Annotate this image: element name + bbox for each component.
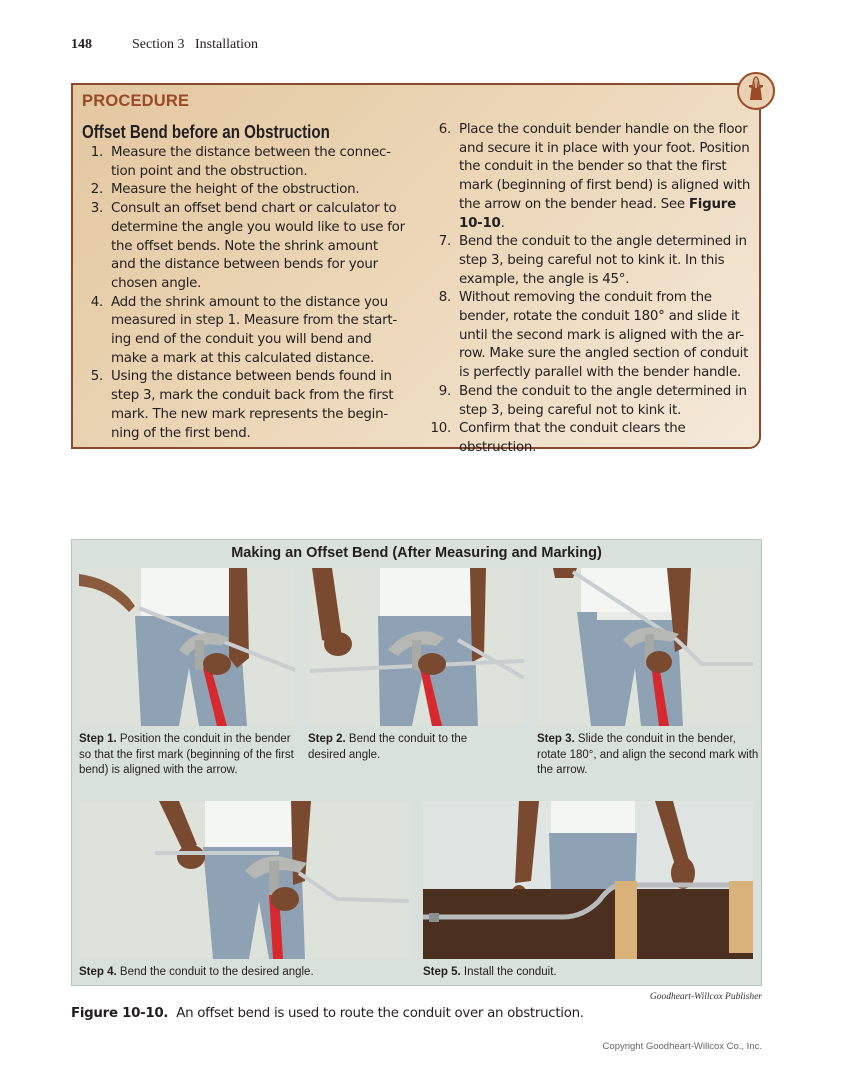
step-text: Consult an offset bend chart or calculator to determine the angle you would like to use for the offset bends. Note the shrink amount and the distance between bends for your chosen angle. <box>111 201 405 291</box>
step-text: Measure the distance between the connec-tion point and the obstruction. <box>111 145 391 179</box>
step-1-label: Step 1. <box>79 733 117 745</box>
procedure-step <box>423 420 758 457</box>
step-text: Place the conduit bender handle on the floor and secure it in place with your foot. Position the conduit in the bender so that the first mark (beginning of first bend) is aligned with the arrow on the bender head. See Figure 10-10. <box>459 122 751 231</box>
procedure-label: PROCEDURE <box>82 92 190 110</box>
photo-credit: Goodheart-Willcox Publisher <box>649 992 762 1002</box>
step-text: Measure the height of the obstruction. <box>111 182 360 198</box>
step-number: 5. <box>90 369 103 385</box>
step-number: 7. <box>438 234 451 250</box>
step-number: 2. <box>90 182 103 198</box>
procedure-step <box>75 368 405 443</box>
step-4-photo <box>79 801 409 959</box>
pipe-bender-icon <box>737 72 775 110</box>
procedure-steps-left <box>75 144 405 443</box>
step-1-caption <box>79 732 295 779</box>
procedure-step <box>423 121 758 233</box>
procedure-step <box>423 289 758 383</box>
step-1-photo <box>79 568 295 726</box>
procedure-step <box>423 383 758 420</box>
step-text: Without removing the conduit from the bender, rotate the conduit 180° and slide it until the second mark is aligned with the ar-row. Make sure the angled section of conduit is perfectly parallel with the bender handle. <box>459 290 749 381</box>
figure-reference: Figure 10-10 <box>459 196 736 231</box>
step-2-label: Step 2. <box>308 733 346 745</box>
step-number: 9. <box>438 383 451 399</box>
step-2-caption <box>308 732 498 763</box>
procedure-step <box>75 294 405 369</box>
step-4-label: Step 4. <box>79 966 117 978</box>
procedure-step <box>75 200 405 294</box>
step-5-caption <box>423 965 753 981</box>
procedure-title: Offset Bend before an Obstruction <box>82 122 330 142</box>
step-number: 4. <box>90 294 103 310</box>
step-number: 8. <box>438 290 451 306</box>
step-5-text: Install the conduit. <box>463 966 557 978</box>
step-4-caption <box>79 965 409 981</box>
figure-panel-title: Making an Offset Bend (After Measuring and Marking) <box>231 545 602 561</box>
step-number: 10. <box>430 421 451 437</box>
step-number: 6. <box>438 122 451 137</box>
procedure-step <box>75 144 405 181</box>
page-number: 148 <box>71 37 92 52</box>
step-3-text: Slide the conduit in the bender, rotate 180°, and align the second mark with the arrow. <box>537 733 759 777</box>
step-number: 1. <box>90 145 103 160</box>
step-text: Bend the conduit to the angle determined in step 3, being careful not to kink it. In this example, the angle is 45°. <box>459 234 747 287</box>
step-2-text: Bend the conduit to the desired angle. <box>308 733 468 761</box>
figure-number: Figure 10-10. <box>71 1006 169 1021</box>
step-text: Bend the conduit to the angle determined in step 3, being careful not to kink it. <box>459 383 747 418</box>
procedure-step <box>75 181 405 200</box>
figure-caption-text: An offset bend is used to route the conduit over an obstruction. <box>176 1006 584 1021</box>
step-2-photo <box>308 568 524 726</box>
procedure-box <box>71 83 761 455</box>
step-text: Add the shrink amount to the distance you measured in step 1. Measure from the start-ing end of the conduit you will bend and make a mark at this calculated distance. <box>111 294 397 366</box>
copyright-notice: Copyright Goodheart-Willcox Co., Inc. <box>602 1041 762 1052</box>
figure-panel <box>71 539 762 986</box>
procedure-steps-right <box>423 121 758 458</box>
step-4-text: Bend the conduit to the desired angle. <box>119 966 314 978</box>
step-5-label: Step 5. <box>423 966 461 978</box>
procedure-step <box>423 233 758 289</box>
step-text: Confirm that the conduit clears the obstruction. <box>459 421 686 455</box>
section-title: Section 3 Installation <box>132 37 258 52</box>
step-3-photo <box>537 568 753 726</box>
step-text: Using the distance between bends found in step 3, mark the conduit back from the first mark. The new mark represents the begin-ning of the first bend. <box>111 369 394 441</box>
figure-caption <box>71 1006 584 1021</box>
step-5-photo <box>423 801 753 959</box>
step-3-caption <box>537 732 759 779</box>
step-3-label: Step 3. <box>537 733 575 745</box>
running-head <box>71 37 258 53</box>
step-1-text: Position the conduit in the bender so that the first mark (beginning of the first bend) is aligned with the arrow. <box>79 733 294 777</box>
step-number: 3. <box>90 201 103 217</box>
